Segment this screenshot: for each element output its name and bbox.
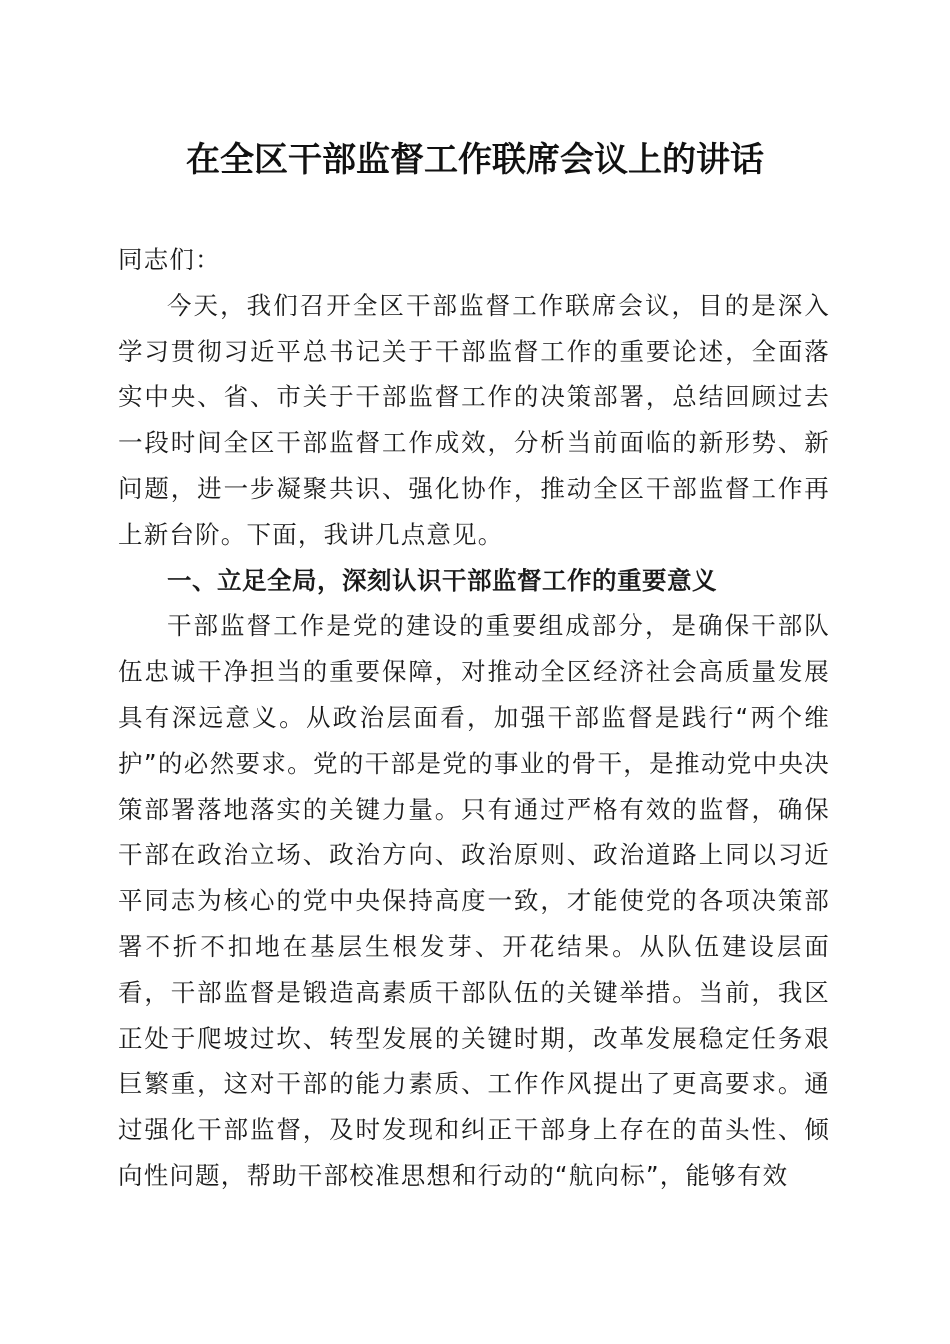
document-body [118,237,830,1199]
intro-paragraph: 今天，我们召开全区干部监督工作联席会议，目的是深入学习贯彻习近平总书记关于干部监督工作的重要论述，全面落实中央、省、市关于干部监督工作的决策部署，总结回顾过去一段时间全区干部监督工作成效，分析当前面临的新形势、新问题，进一步凝聚共识、强化协作，推动全区干部监督工作再上新台阶。下面，我讲几点意见。 [118,290,830,549]
document-title: 在全区干部监督工作联席会议上的讲话 [186,140,764,180]
section-1-paragraph: 干部监督工作是党的建设的重要组成部分，是确保干部队伍忠诚干净担当的重要保障，对推动全区经济社会高质量发展具有深远意义。从政治层面看，加强干部监督是践行“两个维护”的必然要求。党的干部是党的事业的骨干，是推动党中央决策部署落地落实的关键力量。只有通过严格有效的监督，确保干部在政治立场、政治方向、政治原则、政治道路上同以习近平同志为核心的党中央保持高度一致，才能使党的各项决策部署不折不扣地在基层生根发芽、开花结果。从队伍建设层面看，干部监督是锻造高素质干部队伍的关键举措。当前，我区正处于爬坡过坎、转型发展的关键时期，改革发展稳定任务艰巨繁重，这对干部的能力素质、工作作风提出了更高要求。通过强化干部监督，及时发现和纠正干部身上存在的苗头性、倾向性问题，帮助干部校准思想和行动的“航向标”，能够有效 [118,611,830,1190]
section-heading-1: 一、立足全局，深刻认识干部监督工作的重要意义 [167,565,717,595]
salutation: 同志们： [118,245,221,274]
